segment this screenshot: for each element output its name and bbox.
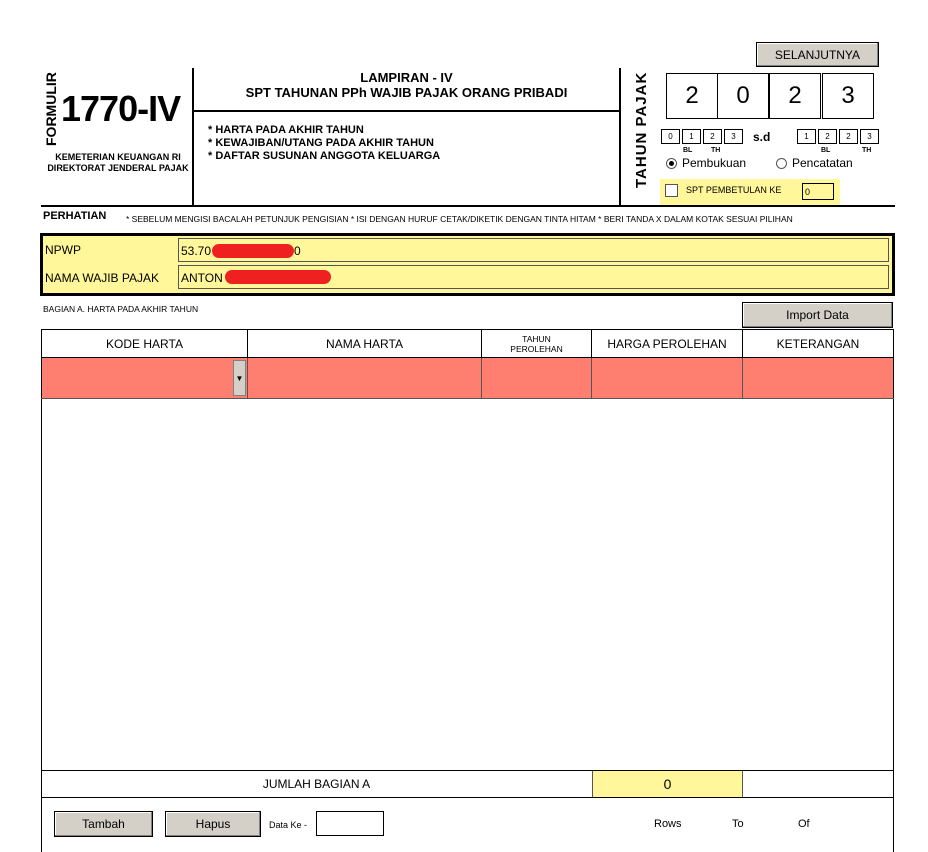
title-divider (194, 110, 619, 112)
period-from-box[interactable]: 3 (724, 129, 743, 144)
of-label: Of (798, 818, 810, 830)
year-digit-3: 2 (769, 73, 821, 119)
col-harga-perolehan: HARGA PEROLEHAN (592, 330, 743, 357)
header-bottom-line (41, 205, 895, 207)
tambah-button[interactable]: Tambah (54, 811, 153, 837)
year-digit-1: 2 (666, 73, 718, 119)
hapus-button[interactable]: Hapus (165, 811, 261, 837)
pembetulan-panel (660, 179, 840, 205)
pembetulan-checkbox[interactable] (665, 184, 678, 197)
footer-border-left (41, 798, 42, 852)
bullet-item: * DAFTAR SUSUNAN ANGGOTA KELUARGA (208, 150, 441, 162)
redaction-mark (225, 270, 331, 284)
tax-year-label: TAHUN PAJAK (633, 71, 650, 188)
npwp-label: NPWP (45, 243, 81, 257)
period-from-box[interactable]: 2 (703, 129, 722, 144)
bullet-item: * KEWAJIBAN/UTANG PADA AKHIR TAHUN (208, 137, 434, 149)
pembetulan-input[interactable]: 0 (802, 183, 834, 200)
bl-label: BL (821, 147, 831, 154)
npwp-suffix: 0 (294, 244, 301, 258)
col-nama-harta: NAMA HARTA (248, 330, 482, 357)
title-block (194, 70, 619, 100)
period-separator: s.d (753, 130, 771, 144)
period-from-box[interactable]: 0 (661, 129, 680, 144)
next-button[interactable]: SELANJUTNYA (756, 42, 879, 67)
redaction-mark (212, 244, 294, 258)
period-to-box[interactable]: 2 (818, 129, 837, 144)
name-prefix: ANTON (181, 271, 223, 285)
form-number: 1770-IV (61, 88, 181, 129)
year-digit-2: 0 (717, 73, 769, 119)
ministry-line1: KEMETERIAN KEUANGAN RI (55, 152, 181, 162)
keterangan-cell[interactable] (743, 358, 893, 398)
bl-label: BL (683, 147, 693, 154)
rows-label: Rows (654, 818, 682, 830)
th-label: TH (862, 147, 872, 154)
data-ke-label: Data Ke - (269, 820, 308, 830)
radio-pembukuan[interactable] (666, 158, 677, 169)
npwp-field[interactable] (178, 238, 889, 262)
radio-pembukuan-label: Pembukuan (682, 156, 747, 170)
to-label: To (732, 818, 744, 830)
radio-pencatatan-label: Pencatatan (792, 156, 853, 170)
data-ke-input[interactable] (316, 811, 384, 836)
import-data-button[interactable]: Import Data (742, 302, 893, 328)
bullet-list (208, 124, 440, 163)
period-to-box[interactable]: 1 (797, 129, 816, 144)
kode-harta-cell[interactable] (42, 358, 248, 398)
bullet-item: * HARTA PADA AKHIR TAHUN (208, 124, 364, 136)
col-tahun-perolehan: TAHUN PEROLEHAN (482, 330, 592, 357)
notice-text: * SEBELUM MENGISI BACALAH PETUNJUK PENGISIAN * ISI DENGAN HURUF CETAK/DIKETIK DENGAN TINTA HITAM * BERI TANDA X DALAM KOTAK SESUAI PILIHAN (126, 214, 793, 224)
table-row-border (41, 398, 894, 399)
total-label: JUMLAH BAGIAN A (262, 777, 371, 791)
footer-border-right (893, 798, 894, 852)
nama-harta-cell[interactable] (248, 358, 482, 398)
header-divider-right (619, 68, 621, 205)
year-digit-4: 3 (822, 73, 874, 119)
ministry-block (44, 152, 192, 174)
th-label: TH (711, 147, 721, 154)
col-keterangan: KETERANGAN (776, 336, 860, 351)
section-title: BAGIAN A. HARTA PADA AKHIR TAHUN (43, 304, 199, 314)
radio-pencatatan[interactable] (776, 158, 787, 169)
tahun-perolehan-cell[interactable] (482, 358, 592, 398)
npwp-prefix: 53.70 (181, 244, 212, 258)
title-line1: LAMPIRAN - IV (360, 70, 453, 85)
name-label: NAMA WAJIB PAJAK (45, 271, 160, 285)
harga-perolehan-cell[interactable] (592, 358, 743, 398)
dropdown-arrow-icon[interactable]: ▼ (233, 360, 246, 396)
name-field[interactable] (178, 265, 889, 289)
period-to-box[interactable]: 3 (860, 129, 879, 144)
form-label-vertical: FORMULIR (43, 72, 59, 146)
col-kode-harta: KODE HARTA (42, 330, 248, 357)
pembetulan-label: SPT PEMBETULAN KE (686, 185, 782, 195)
period-from-box[interactable]: 1 (682, 129, 701, 144)
notice-title: PERHATIAN (43, 210, 107, 222)
title-line2: SPT TAHUNAN PPh WAJIB PAJAK ORANG PRIBADI (245, 85, 568, 100)
period-to-box[interactable]: 2 (839, 129, 858, 144)
ministry-line2: DIREKTORAT JENDERAL PAJAK (47, 163, 189, 173)
total-value: 0 (592, 771, 743, 797)
